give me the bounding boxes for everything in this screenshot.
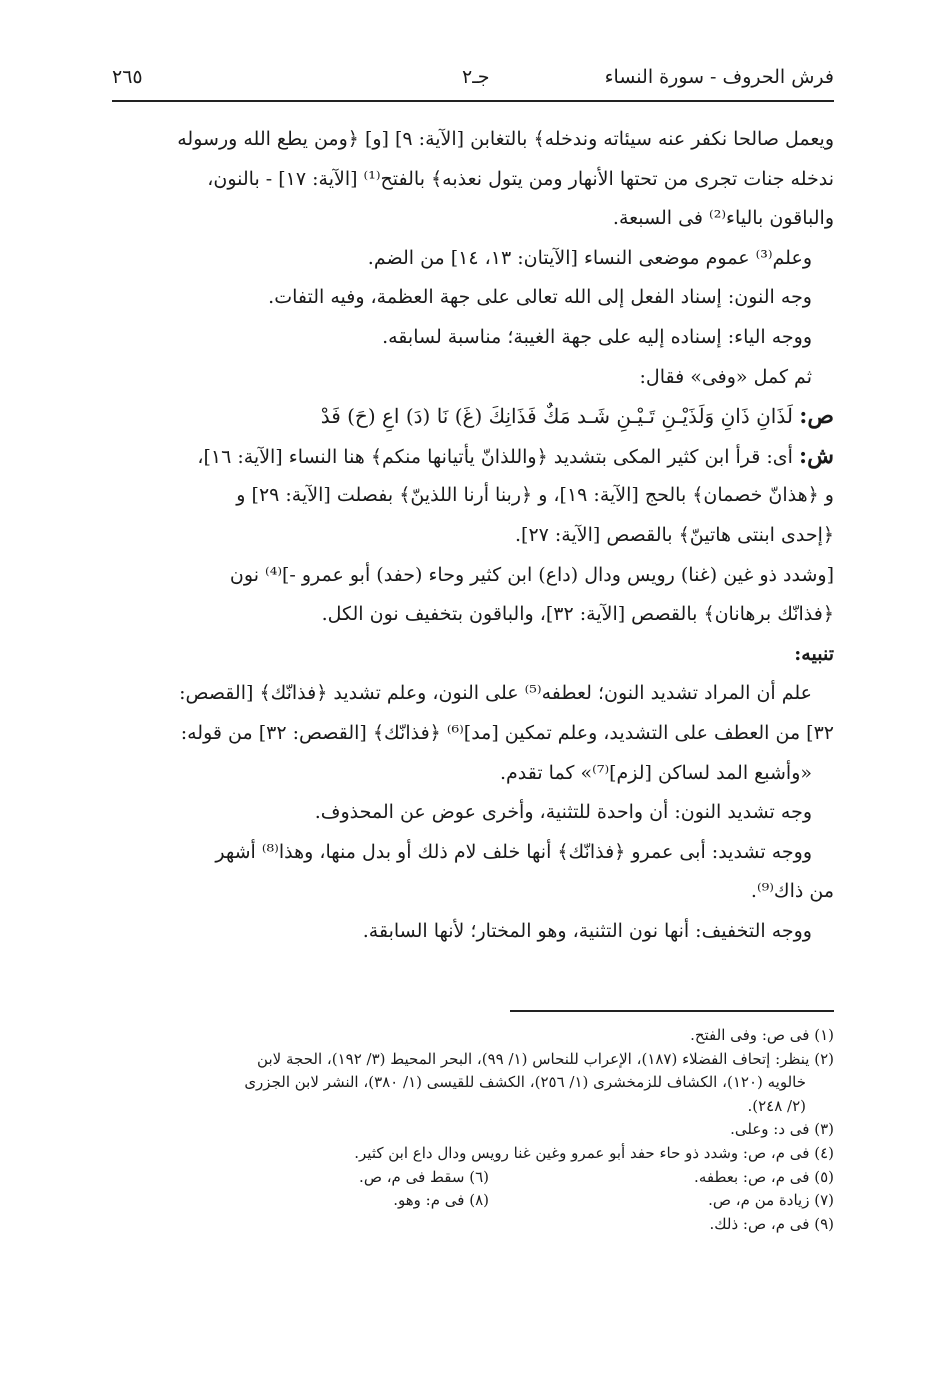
footnote: (٤) فى م، ص: وشدد ذو حاء حفد أبو عمرو وغين غنا رويس ودال داع ابن كثير. xyxy=(354,1143,834,1162)
footnote: (٨) فى م: وهو. xyxy=(393,1191,489,1210)
sad-marker: ص: xyxy=(799,403,834,430)
footnotes xyxy=(112,1024,834,1236)
footnote-continuation: (٢/ ٢٤٨). xyxy=(747,1096,806,1115)
text-line: وجه النون: إسناد الفعل إلى الله تعالى على جهة العظمة، وفيه التفات. xyxy=(268,286,812,309)
header-volume: جـ٢ xyxy=(462,66,490,88)
main-text xyxy=(112,120,834,951)
footnote-continuation: خالويه (١٢٠)، الكشاف للزمخشرى (١/ ٢٥٦)، الكشف للقيسى (١/ ٣٨٠)، النشر لابن الجزرى xyxy=(244,1073,806,1092)
text-line: «وأشبع المد لساكن [لزم]⁽⁷⁾» كما تقدم. xyxy=(499,761,812,784)
footnote: (٧) زيادة من م، ص. xyxy=(708,1191,834,1210)
verse-line xyxy=(112,397,834,437)
text-line: وجه تشديد النون: أن واحدة للتثنية، وأخرى عوض عن المحذوف. xyxy=(314,801,812,824)
shin-marker: ش: xyxy=(799,442,834,469)
text-line: ووجه تشديد: أبى عمرو ﴿فذانّك﴾ أنها خلف لام ذلك أو بدل منها، وهذا⁽⁸⁾ أشهر xyxy=(215,840,812,863)
text-line: ﴿إحدى ابنتى هاتينّ﴾ بالقصص [الآية: ٢٧]. xyxy=(514,523,834,546)
text-line: وعلم⁽³⁾ عموم موضعى النساء [الآيتان: ١٣، ١٤] من الضم. xyxy=(367,246,812,269)
text-line: ووجه الياء: إسناده إليه على جهة الغيبة؛ مناسبة لسابقه. xyxy=(382,325,812,348)
text-line: والباقون بالياء⁽²⁾ فى السبعة. xyxy=(612,207,834,230)
footnote: (٦) سقط فى م، ص. xyxy=(359,1167,489,1186)
footnote: (١) فى ص: وفى الفتح. xyxy=(690,1026,834,1044)
text-line: من ذاك⁽⁹⁾. xyxy=(750,880,834,903)
note-heading: تنبيه: xyxy=(794,642,834,665)
text-line: ثم كمل «وفى» فقال: xyxy=(639,365,812,388)
page-number: ٢٦٥ xyxy=(112,66,143,88)
text-line: ووجه التخفيف: أنها نون التثنية، وهو المختار؛ لأنها السابقة. xyxy=(362,919,812,942)
footnote: (٥) فى م، ص: بعطفه. xyxy=(694,1167,834,1186)
header-rule xyxy=(112,100,834,102)
commentary-line xyxy=(112,437,834,477)
footnote: (٣) فى د: وعلى. xyxy=(730,1120,834,1139)
text-line: ويعمل صالحا نكفر عنه سيئاته وندخله﴾ بالتغابن [الآية: ٩] [و] ﴿ومن يطع الله ورسوله xyxy=(177,128,834,150)
footnote: (٩) فى م، ص: ذلك. xyxy=(709,1214,834,1233)
text-line: [وشدد ذو غين (غنا) رويس ودال (داع) ابن كثير وحاء (حفد) أبو عمرو -]⁽⁴⁾ نون xyxy=(229,563,834,586)
text-line: علم أن المراد تشديد النون؛ لعطفه⁽⁵⁾ على النون، وعلم تشديد ﴿فذانّك﴾ [القصص: xyxy=(179,682,812,705)
footnote-pair xyxy=(112,1189,834,1213)
commentary-text: أى: قرأ ابن كثير المكى بتشديد ﴿واللذانّ يأتيانها منكم﴾ هنا النساء [الآية: ١٦]، xyxy=(197,445,793,468)
text-line: ٣٢] من العطف على التشديد، وعلم تمكين [مد]⁽⁶⁾ ﴿فذانّك﴾ [القصص: ٣٢] من قوله: xyxy=(180,721,834,744)
footnote: (٢) ينظر: إتحاف الفضلاء (١٨٧)، الإعراب للنحاس (١/ ٩٩)، البحر المحيط (٣/ ١٩٢)، الحجة لابن xyxy=(257,1049,834,1068)
footnote-pair xyxy=(112,1166,834,1190)
running-header xyxy=(112,66,834,96)
footnote-rule xyxy=(510,1010,834,1012)
header-title: فرش الحروف - سورة النساء xyxy=(604,66,834,88)
text-line: ﴿فذانّك برهانان﴾ بالقصص [الآية: ٣٢]، والباقون بتخفيف نون الكل. xyxy=(321,603,834,626)
text-line: و ﴿هذانّ خصمان﴾ بالحج [الآية: ١٩]، و ﴿ربنا أرنا اللذينّ﴾ بفصلت [الآية: ٢٩] و xyxy=(236,484,834,507)
verse-text: لَذَانِ ذَانِ وَلَذَيْـنِ تَـيْـنِ شَـد مَكٌ فَذَانِكَ (غَ) نَا (دَ) اعِ (حَ) فَدْ xyxy=(320,404,793,429)
text-line: ندخله جنات تجرى من تحتها الأنهار ومن يتول نعذبه﴾ بالفتح⁽¹⁾ [الآية: ١٧] - بالنون، xyxy=(207,167,834,190)
